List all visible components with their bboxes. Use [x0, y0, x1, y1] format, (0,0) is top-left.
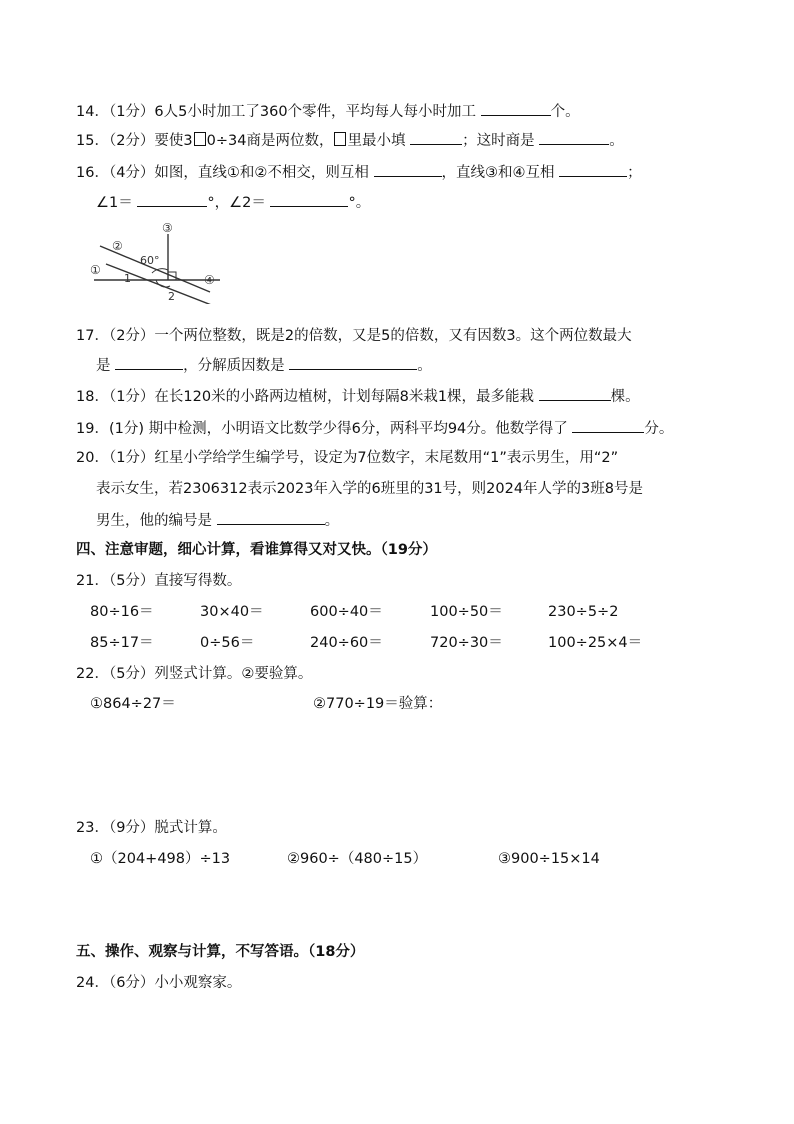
calc-item: 100÷50＝ [430, 604, 503, 620]
answer-blank[interactable] [217, 510, 325, 525]
figure-label-1: ① [90, 263, 101, 277]
question-24-title: 24．（6分）小小观察家。 [76, 975, 242, 991]
answer-blank[interactable] [289, 355, 417, 370]
answer-blank[interactable] [410, 130, 462, 145]
question-14: 14．（1分）6人5小时加工了360个零件，平均每人每小时加工 个。 [76, 101, 580, 122]
question-16-line2: ∠1＝ °，∠2＝ °。 [96, 192, 370, 213]
question-21-title: 21．（5分）直接写得数。 [76, 573, 242, 589]
calc-item: 85÷17＝ [90, 635, 154, 651]
answer-blank[interactable] [572, 418, 644, 433]
calc-item: 0÷56＝ [200, 635, 255, 651]
section-5-heading: 五、操作、观察与计算，不写答语。（18分） [76, 944, 365, 960]
vertical-calc-b: ②770÷19＝验算： [313, 696, 443, 712]
answer-blank[interactable] [270, 192, 348, 207]
section-4-heading: 四、注意审题，细心计算，看谁算得又对又快。（19分） [76, 542, 437, 558]
calc-item: 720÷30＝ [430, 635, 503, 651]
answer-blank[interactable] [115, 355, 183, 370]
question-20-line3: 男生，他的编号是 。 [96, 510, 339, 531]
question-18: 18．（1分）在长120米的小路两边植树，计划每隔8米栽1棵，最多能栽 棵。 [76, 386, 640, 407]
question-20-line1: 20．（1分）红星小学给学生编学号，设定为7位数字，末尾数用“1”表示男生，用“2” [76, 450, 619, 466]
calc-item: 80÷16＝ [90, 604, 154, 620]
answer-blank[interactable] [481, 101, 551, 116]
figure-label-2: ② [112, 239, 123, 253]
question-20-line2: 表示女生，若2306312表示2023年入学的6班里的31号，则2024年人学的3班8号是 [96, 481, 644, 497]
answer-blank[interactable] [137, 192, 207, 207]
calc-item: 600÷40＝ [310, 604, 383, 620]
stepwise-calc-a: ①（204+498）÷13 [90, 851, 231, 867]
figure-label-4: ④ [204, 273, 215, 287]
stepwise-calc-c: ③900÷15×14 [498, 851, 600, 867]
question-19: 19．(1分) 期中检测，小明语文比数学少得6分，两科平均94分。他数学得了 分。 [76, 418, 673, 439]
vertical-calc-a: ①864÷27＝ [90, 696, 176, 712]
question-23-title: 23．（9分）脱式计算。 [76, 820, 227, 836]
figure-label-3: ③ [162, 222, 173, 235]
answer-blank[interactable] [374, 162, 442, 177]
lines-angle-figure [86, 222, 226, 304]
question-17-line1: 17．（2分）一个两位整数，既是2的倍数，又是5的倍数，又有因数3。这个两位数最大 [76, 328, 632, 344]
calc-item: 100÷25×4＝ [548, 635, 643, 651]
answer-blank[interactable] [559, 162, 627, 177]
calc-item: 240÷60＝ [310, 635, 383, 651]
box-symbol [194, 132, 206, 146]
answer-blank[interactable] [539, 130, 609, 145]
calc-item: 30×40＝ [200, 604, 264, 620]
stepwise-calc-b: ②960÷（480÷15） [287, 851, 428, 867]
box-symbol [334, 132, 346, 146]
calc-item: 230÷5÷2 [548, 604, 619, 620]
question-17-line2: 是 ，分解质因数是 。 [96, 355, 432, 376]
question-16-line1: 16．（4分）如图，直线①和②不相交，则互相 ，直线③和④互相 ； [76, 162, 642, 183]
figure-angle-2: 2 [168, 290, 175, 303]
question-15: 15．（2分）要使3 0÷34商是两位数， 里最小填 ；这时商是 。 [76, 130, 624, 151]
answer-blank[interactable] [539, 386, 611, 401]
figure-angle-1: 1 [124, 272, 131, 285]
figure-angle-60: 60° [140, 254, 160, 267]
question-22-title: 22．（5分）列竖式计算。②要验算。 [76, 666, 313, 682]
